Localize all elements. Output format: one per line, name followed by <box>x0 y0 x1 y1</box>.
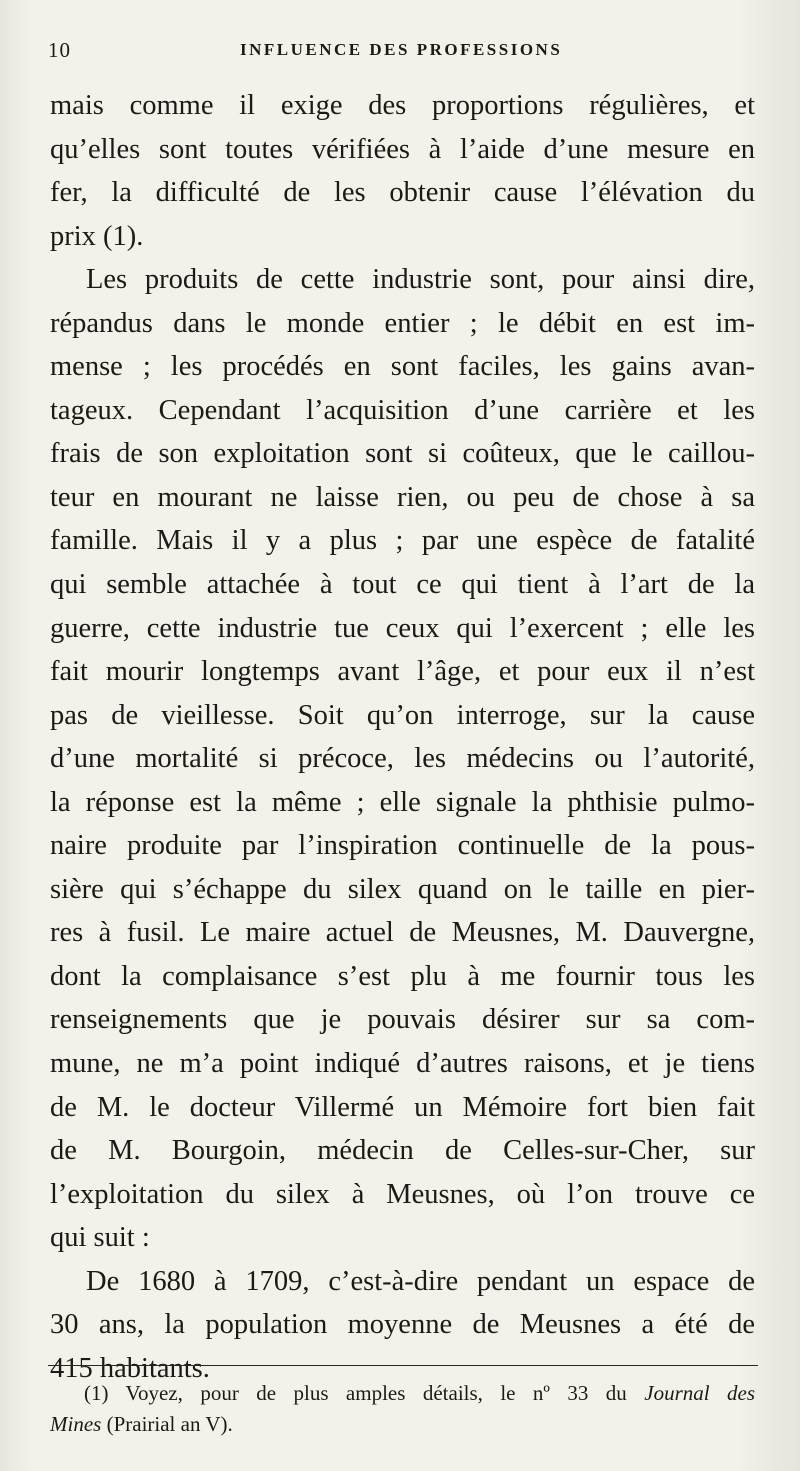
text-line: mune, ne m’a point indiqué d’autres raisons, et je tiens <box>50 1048 755 1080</box>
text-line: l’exploitation du silex à Meusnes, où l’on trouve ce <box>50 1178 755 1210</box>
text-line: tageux. Cependant l’acquisition d’une carrière et les <box>50 394 755 426</box>
text-line: fer, la difficulté de les obtenir cause l’élévation du <box>50 177 755 209</box>
page-header <box>48 38 760 68</box>
text-line: renseignements que je pouvais désirer sur sa com- <box>50 1004 755 1036</box>
text-line: mais comme il exige des proportions régulières, et <box>50 90 755 121</box>
text-line: frais de son exploitation sont si coûteux, que le caillou- <box>50 438 755 470</box>
footnote <box>50 1378 755 1440</box>
footnote-line <box>50 1409 755 1440</box>
text-line: qu’elles sont toutes vérifiées à l’aide d’une mesure en <box>50 133 755 165</box>
text-line: qui suit : <box>50 1222 150 1254</box>
text-line: naire produite par l’inspiration continuelle de la pous- <box>50 830 755 862</box>
text-line: 30 ans, la population moyenne de Meusnes a été de <box>50 1309 755 1341</box>
text-line: teur en mourant ne laisse rien, ou peu de chose à sa <box>50 481 755 513</box>
text-line: de M. le docteur Villermé un Mémoire fort bien fait <box>50 1091 755 1123</box>
text-line: De 1680 à 1709, c’est-à-dire pendant un espace de <box>86 1265 755 1297</box>
body-text <box>50 84 755 1390</box>
footnote-line <box>50 1378 755 1409</box>
text-line: res à fusil. Le maire actuel de Meusnes, M. Dauvergne, <box>50 917 755 949</box>
text-line: d’une mortalité si précoce, les médecins ou l’autorité, <box>50 743 755 775</box>
text-line: qui semble attachée à tout ce qui tient à l’art de la <box>50 569 755 601</box>
footnote-text-end: (Prairial an V). <box>101 1412 233 1436</box>
text-line: prix (1). <box>50 220 144 252</box>
text-line: sière qui s’échappe du silex quand on le taille en pier- <box>50 873 755 905</box>
text-line: mense ; les procédés en sont faciles, les gains avan- <box>50 351 755 383</box>
footnote-text: (1) Voyez, pour de plus amples détails, le nº 33 du <box>84 1381 645 1405</box>
text-line: pas de vieillesse. Soit qu’on interroge, sur la cause <box>50 699 755 731</box>
footnote-journal-title: Journal des <box>644 1381 756 1405</box>
text-line: Les produits de cette industrie sont, pour ainsi dire, <box>86 264 755 296</box>
text-line: 415 habitants. <box>50 1352 210 1384</box>
page-number: 10 <box>48 38 71 62</box>
text-line: la réponse est la même ; elle signale la phthisie pulmo- <box>50 786 755 818</box>
text-line: guerre, cette industrie tue ceux qui l’exercent ; elle les <box>50 612 755 644</box>
running-title: INFLUENCE DES PROFESSIONS <box>240 40 563 59</box>
text-line: fait mourir longtemps avant l’âge, et pour eux il n’est <box>50 656 755 688</box>
text-line: répandus dans le monde entier ; le débit en est im- <box>50 307 755 339</box>
text-line: de M. Bourgoin, médecin de Celles-sur-Cher, sur <box>50 1135 755 1167</box>
text-line: famille. Mais il y a plus ; par une espèce de fatalité <box>50 525 755 557</box>
footnote-separator <box>48 1365 758 1366</box>
footnote-journal-title-cont: Mines <box>50 1412 102 1436</box>
text-line: dont la complaisance s’est plu à me fournir tous les <box>50 960 755 992</box>
